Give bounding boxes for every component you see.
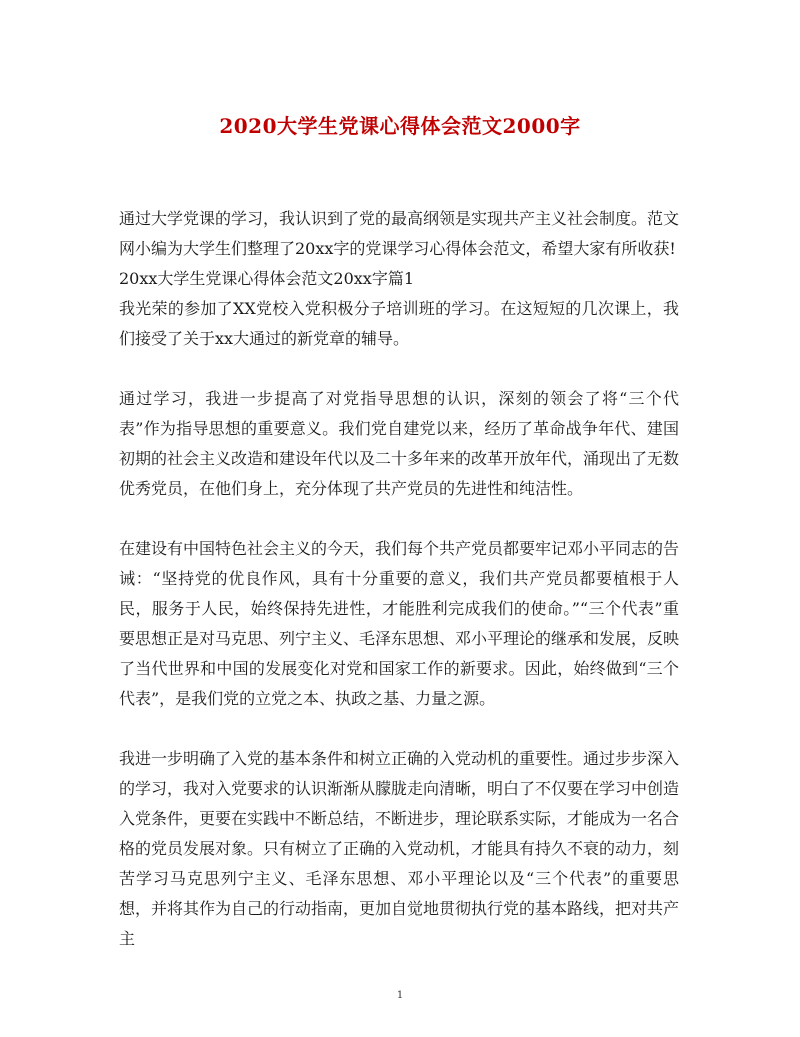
body-paragraph-2: 在建设有中国特色社会主义的今天，我们每个共产党员都要牢记邓小平同志的告诫：“坚持党的优良作风，具有十分重要的意义，我们共产党员都要植根于人民，服务于人民，始终保持先进性，才能胜利完成我们的使命。”“三个代表”重要思想正是对马克思、列宁主义、毛泽东思想、邓小平理论的继承和发展，反映了当代世界和中国的发展变化对党和国家工作的新要求。因此，始终做到“三个代表”，是我们党的立党之本、执政之基、力量之源。 [119,539,680,708]
paragraph-gap [119,714,679,744]
intro-paragraph: 通过大学党课的学习，我认识到了党的最高纲领是实现共产主义社会制度。范文网小编为大学生们整理了20xx字的党课学习心得体会范文，希望大家有所收获! [119,209,680,258]
document-body [119,204,679,954]
document-title: 2020大学生党课心得体会范文2000字 [219,114,581,138]
paragraph-gap [119,354,679,384]
section-heading: 20xx大学生党课心得体会范文20xx字篇1 [119,269,414,288]
intro-paragraph-2: 我光荣的参加了XX党校入党积极分子培训班的学习。在这短短的几次课上，我们接受了关于xx大通过的新党章的辅导。 [119,299,679,348]
paragraph-gap [119,504,679,534]
page-number: 1 [396,990,404,1001]
body-paragraph-3: 我进一步明确了入党的基本条件和树立正确的入党动机的重要性。通过步步深入的学习，我对入党要求的认识渐渐从朦胧走向清晰，明白了不仅要在学习中创造入党条件，更要在实践中不断总结，不断进步，理论联系实际，才能成为一名合格的党员发展对象。只有树立了正确的入党动机，才能具有持久不衰的动力，刻苦学习马克思列宁主义、毛泽东思想、邓小平理论以及“三个代表”的重要思想，并将其作为自己的行动指南，更加自觉地贯彻执行党的基本路线，把对共产主 [119,749,680,948]
body-paragraph-1: 通过学习，我进一步提高了对党指导思想的认识，深刻的领会了将“三个代表”作为指导思想的重要意义。我们党自建党以来，经历了革命战争年代、建国初期的社会主义改造和建设年代以及二十多年来的改革开放年代，涌现出了无数优秀党员，在他们身上，充分体现了共产党员的先进性和纯洁性。 [119,389,680,498]
